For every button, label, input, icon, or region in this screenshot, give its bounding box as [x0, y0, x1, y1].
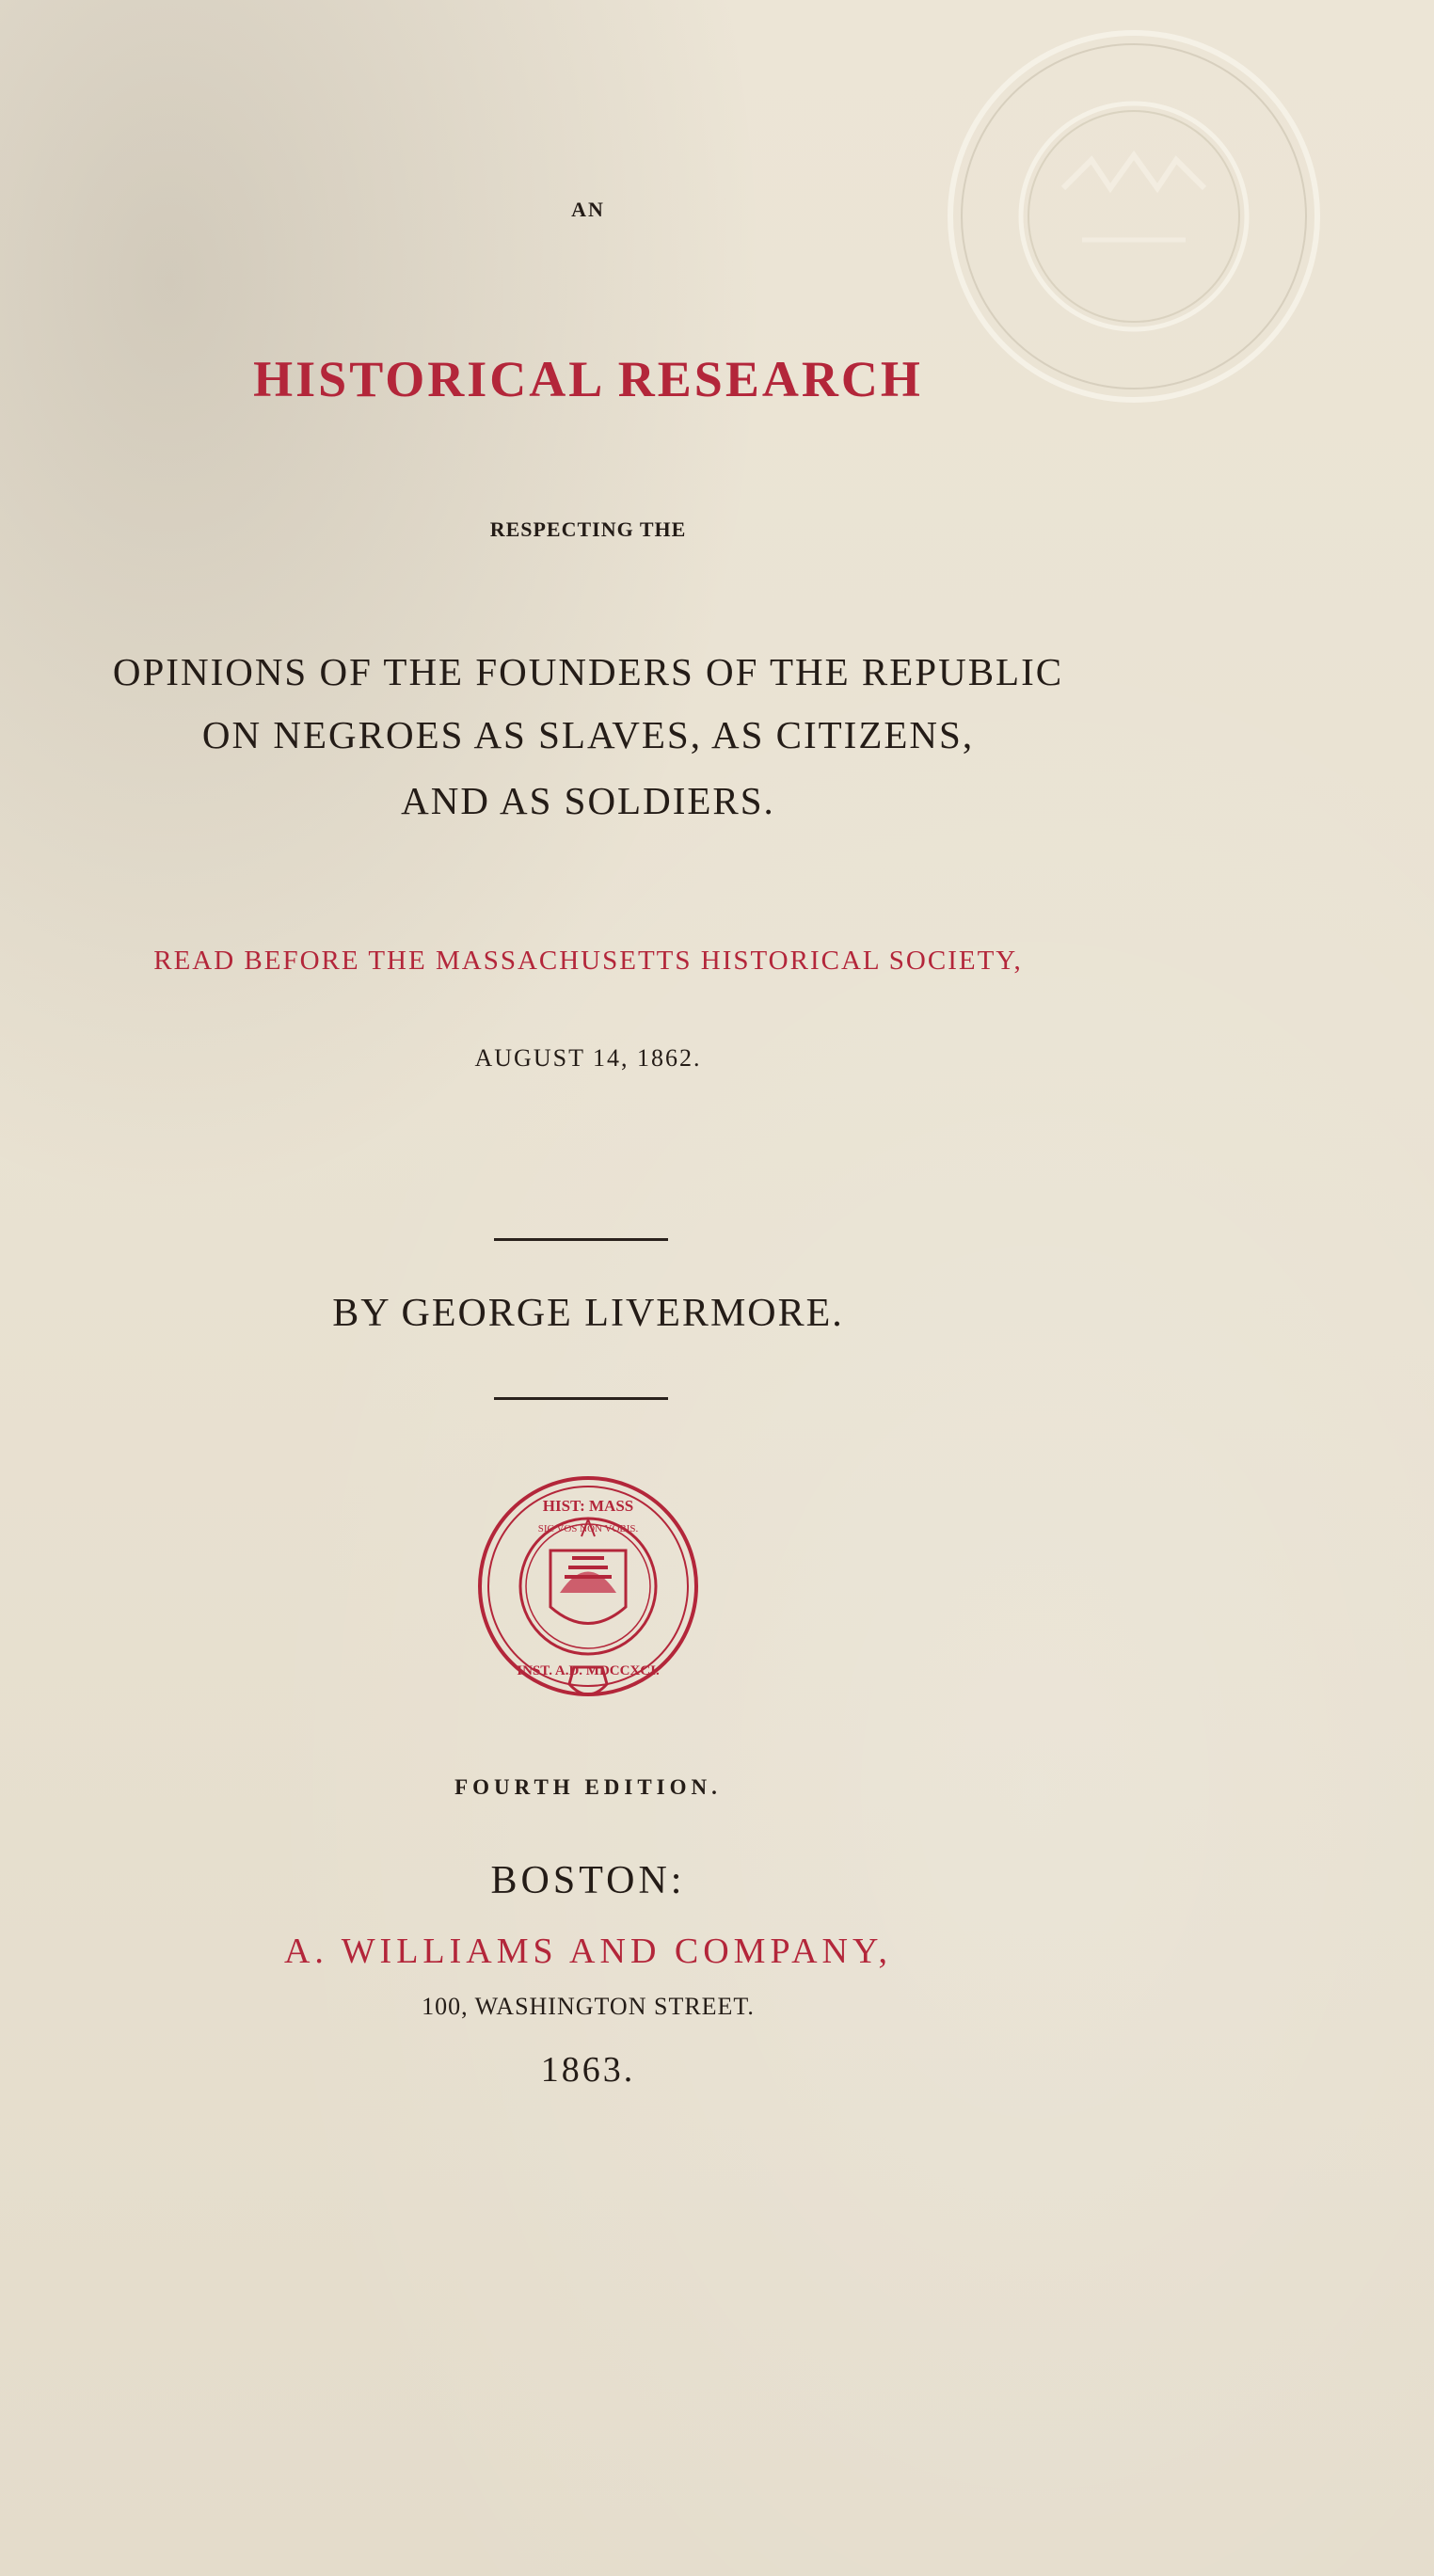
edition-line: FOURTH EDITION.	[454, 1775, 722, 1799]
society-seal	[470, 1475, 706, 1720]
svg-text:HIST: MASS: HIST: MASS	[542, 1497, 634, 1515]
title-prefix: AN	[571, 198, 605, 221]
author-line: BY GEORGE LIVERMORE.	[332, 1292, 844, 1335]
subtitle-line-1: OPINIONS OF THE FOUNDERS OF THE REPUBLIC	[112, 650, 1064, 693]
svg-text:INST. A.D. MDCCXCI.: INST. A.D. MDCCXCI.	[517, 1663, 660, 1678]
subtitle-line-2: ON NEGROES AS SLAVES, AS CITIZENS,	[201, 713, 975, 756]
read-before-line: READ BEFORE THE MASSACHUSETTS HISTORICAL SOCIETY,	[153, 946, 1023, 976]
imprint-city: BOSTON:	[490, 1859, 686, 1902]
svg-text:SIC VOS NON VOBIS.: SIC VOS NON VOBIS.	[537, 1523, 639, 1534]
publication-year: 1863.	[540, 2050, 636, 2090]
publisher-name: A. WILLIAMS AND COMPANY,	[283, 1932, 893, 1971]
subtitle-line-3: AND AS SOLDIERS.	[401, 779, 775, 822]
reading-date: AUGUST 14, 1862.	[474, 1044, 702, 1072]
divider-rule-bottom	[494, 1397, 668, 1400]
main-title: HISTORICAL RESEARCH	[253, 351, 923, 407]
title-connector: RESPECTING THE	[489, 517, 687, 541]
publisher-address: 100, WASHINGTON STREET.	[422, 1993, 755, 2020]
divider-rule-top	[494, 1238, 668, 1241]
